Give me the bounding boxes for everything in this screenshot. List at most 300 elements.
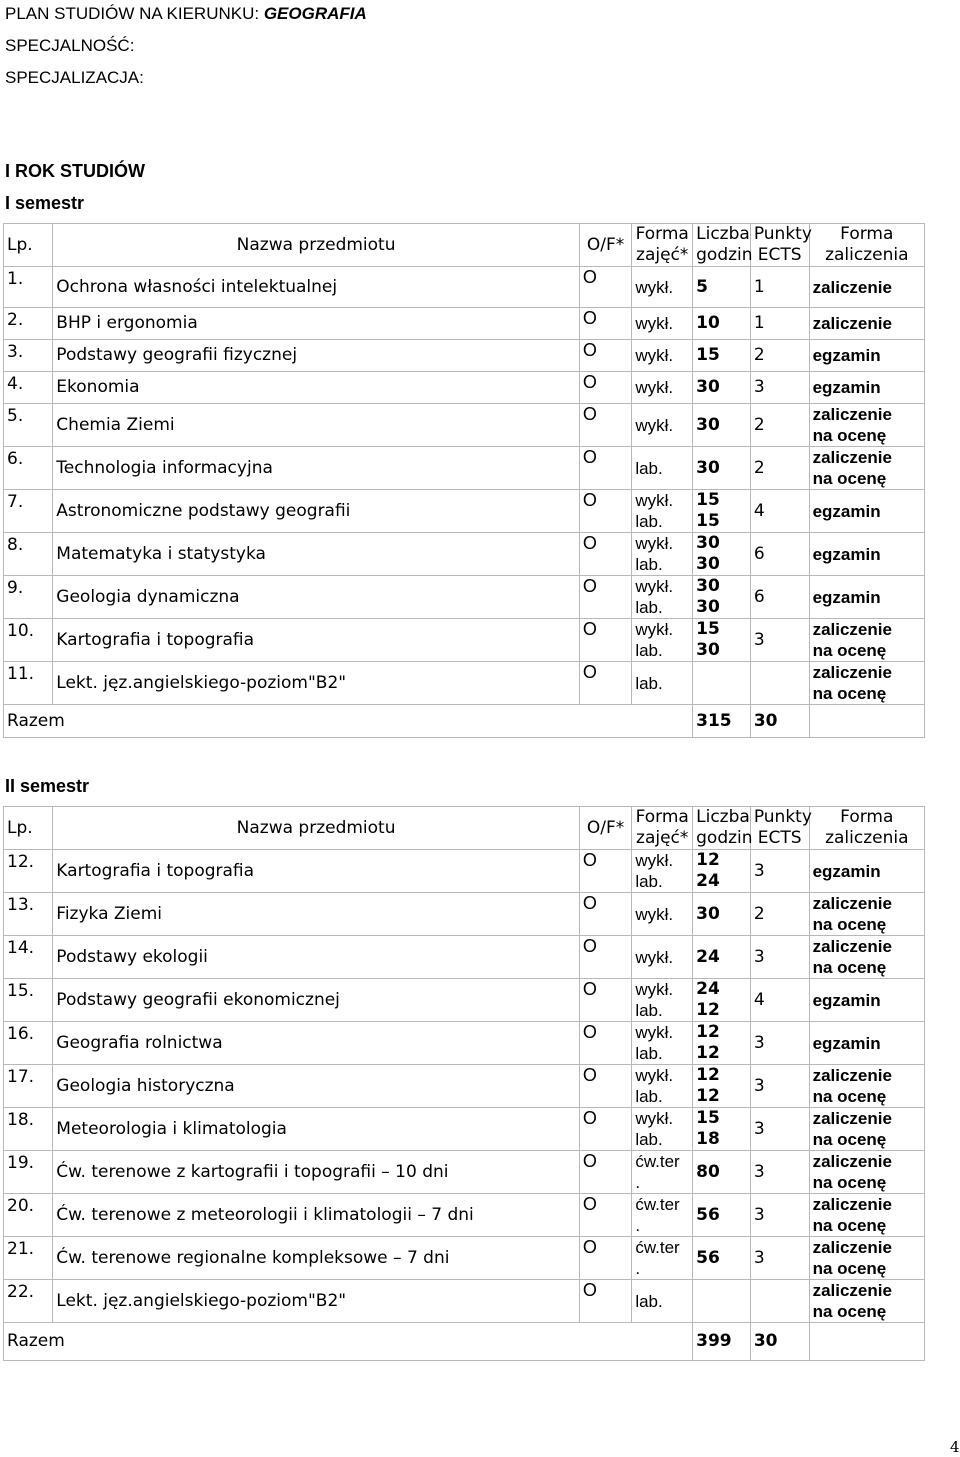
hours-value: 24 [696, 946, 720, 967]
course-name: BHP i ergonomia [53, 308, 580, 340]
course-name: Ekonomia [53, 372, 580, 404]
hours-value: 30 [696, 640, 720, 660]
class-form-item: ćw.ter [635, 1195, 680, 1214]
hours-value: 80 [696, 1161, 720, 1182]
table-row [4, 1108, 925, 1151]
col-of: O/F* [579, 807, 631, 850]
course-name: Matematyka i statystyka [53, 533, 580, 576]
credit-form [809, 936, 924, 979]
ects-points: 2 [750, 447, 809, 490]
course-name: Podstawy geografii ekonomicznej [53, 979, 580, 1022]
credit-form-item: na ocenę [812, 1173, 887, 1192]
col-of: O/F* [579, 224, 631, 267]
hours-value: 24 [696, 871, 720, 891]
class-form-item: lab. [635, 641, 663, 660]
class-form-item: wykł. [635, 947, 674, 967]
ects-points: 3 [750, 850, 809, 893]
hours-value: 30 [696, 576, 720, 596]
row-lp: 15. [4, 979, 53, 1022]
class-form [632, 1237, 693, 1280]
hours [693, 850, 751, 893]
class-form-item: lab. [635, 512, 663, 531]
total-row [4, 1323, 925, 1361]
credit-form [809, 1108, 924, 1151]
class-form-item: ćw.ter [635, 1238, 680, 1257]
hours-value: 10 [696, 313, 720, 333]
table-row [4, 1022, 925, 1065]
hours-value: 30 [696, 903, 720, 924]
col-credit: Forma zaliczenia [809, 807, 924, 850]
row-of: O [579, 308, 631, 340]
class-form [632, 447, 693, 490]
ects-points: 6 [750, 576, 809, 619]
credit-form-item: egzamin [812, 378, 881, 397]
semester2-title: II semestr [5, 776, 90, 796]
table-row [4, 1151, 925, 1194]
class-form [632, 404, 693, 447]
ects-points: 2 [750, 893, 809, 936]
row-lp: 5. [4, 404, 53, 447]
ects-points [750, 662, 809, 705]
credit-form [809, 576, 924, 619]
credit-form-item: zaliczenie [812, 620, 892, 639]
credit-form [809, 490, 924, 533]
hours-value: 15 [696, 1108, 720, 1128]
course-name: Lekt. jęz.angielskiego-poziom"B2" [53, 1280, 580, 1323]
credit-form-item: na ocenę [812, 1216, 887, 1235]
row-lp: 17. [4, 1065, 53, 1108]
hours-value: 15 [696, 619, 720, 639]
course-name: Geografia rolnictwa [53, 1022, 580, 1065]
hours [693, 619, 751, 662]
plan-title [5, 4, 367, 24]
credit-form-item: zaliczenie [812, 1195, 892, 1214]
plan-title-prefix: PLAN STUDIÓW NA KIERUNKU: [5, 4, 264, 23]
course-name: Geologia historyczna [53, 1065, 580, 1108]
hours-value: 30 [696, 414, 720, 435]
course-name: Fizyka Ziemi [53, 893, 580, 936]
hours-value: 12 [696, 1086, 720, 1106]
row-lp: 3. [4, 340, 53, 372]
hours-value: 56 [696, 1204, 720, 1225]
class-form-item: lab. [635, 1130, 663, 1149]
hours-value: 56 [696, 1247, 720, 1268]
credit-form [809, 850, 924, 893]
row-lp: 13. [4, 893, 53, 936]
hours [693, 340, 751, 372]
class-form-item: wykł. [635, 1066, 674, 1085]
table-row [4, 893, 925, 936]
class-form-item: lab. [635, 1291, 663, 1311]
row-of: O [579, 893, 631, 936]
class-form-item: lab. [635, 458, 663, 478]
hours-value: 12 [696, 850, 720, 870]
credit-form-item: na ocenę [812, 958, 887, 977]
ects-points: 3 [750, 1108, 809, 1151]
class-form [632, 893, 693, 936]
class-form-item: lab. [635, 1087, 663, 1106]
col-form: Forma zajęć* [632, 807, 693, 850]
class-form [632, 619, 693, 662]
class-form-item: lab. [635, 1001, 663, 1020]
class-form [632, 662, 693, 705]
class-form [632, 1022, 693, 1065]
credit-form-item: egzamin [812, 501, 881, 521]
ects-points: 3 [750, 1151, 809, 1194]
total-ects: 30 [750, 1323, 809, 1361]
credit-form-item: na ocenę [812, 641, 887, 660]
hours [693, 447, 751, 490]
credit-form-item: zaliczenie [812, 937, 892, 956]
row-of: O [579, 1108, 631, 1151]
credit-form-item: egzamin [812, 544, 881, 564]
row-of: O [579, 340, 631, 372]
table-row [4, 404, 925, 447]
hours [693, 1065, 751, 1108]
specialty-line: SPECJALNOŚĆ: [5, 36, 135, 55]
credit-form-item: zaliczenie [812, 277, 892, 297]
course-name: Technologia informacyjna [53, 447, 580, 490]
col-hours: Liczba godzin [693, 807, 751, 850]
year-title: I ROK STUDIÓW [5, 161, 145, 181]
row-lp: 8. [4, 533, 53, 576]
ects-points: 3 [750, 936, 809, 979]
credit-form-item: zaliczenie [812, 405, 892, 424]
credit-form-item: zaliczenie [812, 894, 892, 913]
col-lp: Lp. [4, 224, 53, 267]
row-of: O [579, 1280, 631, 1323]
course-name: Podstawy geografii fizycznej [53, 340, 580, 372]
class-form [632, 372, 693, 404]
class-form-item: wykł. [635, 620, 674, 639]
class-form-item: . [635, 1216, 641, 1235]
row-lp: 22. [4, 1280, 53, 1323]
credit-form-item: egzamin [812, 1033, 881, 1053]
hours [693, 893, 751, 936]
class-form [632, 576, 693, 619]
class-form [632, 340, 693, 372]
credit-form [809, 1194, 924, 1237]
total-label: Razem [4, 705, 693, 738]
table-row [4, 619, 925, 662]
hours [693, 662, 751, 705]
hours-value: 15 [696, 345, 720, 365]
row-of: O [579, 490, 631, 533]
col-ects: Punkty ECTS [750, 807, 809, 850]
total-hours: 315 [693, 705, 751, 738]
row-of: O [579, 533, 631, 576]
hours [693, 308, 751, 340]
credit-form-item: na ocenę [812, 684, 887, 703]
hours-value: 12 [696, 1043, 720, 1063]
table-row [4, 308, 925, 340]
row-of: O [579, 576, 631, 619]
credit-form [809, 533, 924, 576]
col-ects: Punkty ECTS [750, 224, 809, 267]
row-lp: 19. [4, 1151, 53, 1194]
class-form-item: lab. [635, 872, 663, 891]
class-form-item: wykł. [635, 980, 674, 999]
credit-form-item: zaliczenie [812, 663, 892, 682]
ects-points [750, 1280, 809, 1323]
hours-value: 30 [696, 377, 720, 397]
credit-form [809, 662, 924, 705]
hours-value: 12 [696, 1000, 720, 1020]
hours-value: 18 [696, 1129, 720, 1149]
col-credit: Forma zaliczenia [809, 224, 924, 267]
row-lp: 21. [4, 1237, 53, 1280]
col-hours: Liczba godzin [693, 224, 751, 267]
credit-form-item: zaliczenie [812, 1066, 892, 1085]
row-of: O [579, 1022, 631, 1065]
hours [693, 1022, 751, 1065]
credit-form-item: zaliczenie [812, 1281, 892, 1300]
class-form-item: lab. [635, 555, 663, 574]
course-name: Podstawy ekologii [53, 936, 580, 979]
class-form-item: lab. [635, 598, 663, 617]
row-lp: 14. [4, 936, 53, 979]
row-lp: 9. [4, 576, 53, 619]
class-form-item: wykł. [635, 534, 674, 553]
row-lp: 16. [4, 1022, 53, 1065]
table-row [4, 1065, 925, 1108]
row-lp: 11. [4, 662, 53, 705]
credit-form [809, 1237, 924, 1280]
credit-form-item: zaliczenie [812, 448, 892, 467]
class-form-item: wykł. [635, 277, 674, 297]
row-lp: 6. [4, 447, 53, 490]
field-name: GEOGRAFIA [263, 4, 367, 23]
course-name: Kartografia i topografia [53, 619, 580, 662]
row-of: O [579, 662, 631, 705]
ects-points: 1 [750, 267, 809, 308]
class-form-item: wykł. [635, 1109, 674, 1128]
class-form-item: wykł. [635, 491, 674, 510]
row-of: O [579, 267, 631, 308]
class-form-item: wykł. [635, 415, 674, 435]
credit-form [809, 1280, 924, 1323]
class-form-item: ćw.ter [635, 1152, 680, 1171]
ects-points: 3 [750, 1022, 809, 1065]
class-form-item: wykł. [635, 1023, 674, 1042]
hours-value: 5 [696, 276, 708, 297]
class-form [632, 1151, 693, 1194]
ects-points: 6 [750, 533, 809, 576]
total-credit-empty [809, 705, 924, 738]
class-form-item: wykł. [635, 346, 674, 365]
table-row [4, 1280, 925, 1323]
class-form [632, 1065, 693, 1108]
credit-form [809, 619, 924, 662]
row-of: O [579, 372, 631, 404]
class-form-item: wykł. [635, 378, 674, 397]
hours [693, 404, 751, 447]
specialization-line: SPECJALIZACJA: [5, 68, 144, 87]
class-form-item: wykł. [635, 577, 674, 596]
credit-form [809, 979, 924, 1022]
ects-points: 3 [750, 1065, 809, 1108]
hours [693, 1108, 751, 1151]
credit-form-item: na ocenę [812, 1259, 887, 1278]
credit-form-item: zaliczenie [812, 1238, 892, 1257]
class-form [632, 533, 693, 576]
row-of: O [579, 1237, 631, 1280]
total-ects: 30 [750, 705, 809, 738]
col-name: Nazwa przedmiotu [53, 224, 580, 267]
credit-form-item: egzamin [812, 587, 881, 607]
row-lp: 18. [4, 1108, 53, 1151]
row-lp: 10. [4, 619, 53, 662]
col-name: Nazwa przedmiotu [53, 807, 580, 850]
hours [693, 490, 751, 533]
class-form [632, 979, 693, 1022]
total-credit-empty [809, 1323, 924, 1361]
hours-value: 30 [696, 554, 720, 574]
hours [693, 576, 751, 619]
class-form-item: . [635, 1173, 641, 1192]
table-row [4, 340, 925, 372]
row-lp: 12. [4, 850, 53, 893]
class-form [632, 1194, 693, 1237]
credit-form-item: na ocenę [812, 426, 887, 445]
hours [693, 936, 751, 979]
hours [693, 372, 751, 404]
credit-form [809, 308, 924, 340]
table-row [4, 267, 925, 308]
credit-form-item: egzamin [812, 346, 881, 365]
row-of: O [579, 850, 631, 893]
hours [693, 1194, 751, 1237]
credit-form-item: na ocenę [812, 1302, 887, 1321]
course-name: Ćw. terenowe regionalne kompleksowe – 7 dni [53, 1237, 580, 1280]
total-label: Razem [4, 1323, 693, 1361]
table-row [4, 936, 925, 979]
ects-points: 4 [750, 979, 809, 1022]
table-row [4, 576, 925, 619]
row-of: O [579, 1065, 631, 1108]
credit-form-item: egzamin [812, 861, 881, 881]
ects-points: 4 [750, 490, 809, 533]
course-name: Chemia Ziemi [53, 404, 580, 447]
semester2-table [3, 806, 925, 1361]
page-number: 4 [950, 1438, 960, 1456]
row-of: O [579, 979, 631, 1022]
table-header-row [4, 224, 925, 267]
credit-form [809, 404, 924, 447]
table-row [4, 533, 925, 576]
credit-form-item: zaliczenie [812, 1109, 892, 1128]
hours-value: 30 [696, 533, 720, 553]
ects-points: 1 [750, 308, 809, 340]
class-form-item: lab. [635, 1044, 663, 1063]
credit-form [809, 447, 924, 490]
row-of: O [579, 447, 631, 490]
course-name: Ćw. terenowe z meteorologii i klimatologii – 7 dni [53, 1194, 580, 1237]
row-of: O [579, 1151, 631, 1194]
credit-form [809, 340, 924, 372]
credit-form-item: zaliczenie [812, 314, 892, 333]
table-row [4, 1194, 925, 1237]
hours-value: 15 [696, 490, 720, 510]
class-form-item: wykł. [635, 851, 674, 870]
table-row [4, 1237, 925, 1280]
class-form [632, 936, 693, 979]
col-form: Forma zajęć* [632, 224, 693, 267]
credit-form-item: na ocenę [812, 915, 887, 934]
ects-points: 3 [750, 1237, 809, 1280]
class-form-item: lab. [635, 673, 663, 693]
semester1-table [3, 223, 925, 738]
credit-form-item: egzamin [812, 990, 881, 1010]
class-form [632, 1108, 693, 1151]
course-name: Lekt. jęz.angielskiego-poziom"B2" [53, 662, 580, 705]
course-name: Kartografia i topografia [53, 850, 580, 893]
class-form [632, 1280, 693, 1323]
class-form-item: . [635, 1259, 641, 1278]
credit-form [809, 1065, 924, 1108]
class-form [632, 490, 693, 533]
hours-value: 30 [696, 457, 720, 478]
course-name: Astronomiczne podstawy geografii [53, 490, 580, 533]
credit-form [809, 1151, 924, 1194]
credit-form [809, 1022, 924, 1065]
row-of: O [579, 619, 631, 662]
hours [693, 267, 751, 308]
ects-points: 3 [750, 619, 809, 662]
course-name: Ćw. terenowe z kartografii i topografii – 10 dni [53, 1151, 580, 1194]
row-lp: 20. [4, 1194, 53, 1237]
hours-value: 24 [696, 979, 720, 999]
hours [693, 1151, 751, 1194]
credit-form [809, 372, 924, 404]
class-form-item: wykł. [635, 314, 674, 333]
hours-value: 15 [696, 511, 720, 531]
class-form [632, 850, 693, 893]
row-of: O [579, 404, 631, 447]
table-row [4, 447, 925, 490]
semester1-title: I semestr [5, 193, 85, 213]
table-row [4, 850, 925, 893]
ects-points: 3 [750, 1194, 809, 1237]
row-lp: 4. [4, 372, 53, 404]
table-row [4, 490, 925, 533]
ects-points: 2 [750, 404, 809, 447]
table-row [4, 662, 925, 705]
hours-value: 30 [696, 597, 720, 617]
credit-form-item: na ocenę [812, 469, 887, 488]
class-form [632, 308, 693, 340]
hours-value: 12 [696, 1022, 720, 1042]
class-form [632, 267, 693, 308]
total-row [4, 705, 925, 738]
row-lp: 7. [4, 490, 53, 533]
ects-points: 2 [750, 340, 809, 372]
hours [693, 533, 751, 576]
hours [693, 979, 751, 1022]
table-row [4, 979, 925, 1022]
hours [693, 1280, 751, 1323]
credit-form [809, 893, 924, 936]
table-row [4, 372, 925, 404]
row-lp: 2. [4, 308, 53, 340]
course-name: Ochrona własności intelektualnej [53, 267, 580, 308]
course-name: Geologia dynamiczna [53, 576, 580, 619]
row-lp: 1. [4, 267, 53, 308]
credit-form [809, 267, 924, 308]
total-hours: 399 [693, 1323, 751, 1361]
row-of: O [579, 1194, 631, 1237]
table-header-row [4, 807, 925, 850]
